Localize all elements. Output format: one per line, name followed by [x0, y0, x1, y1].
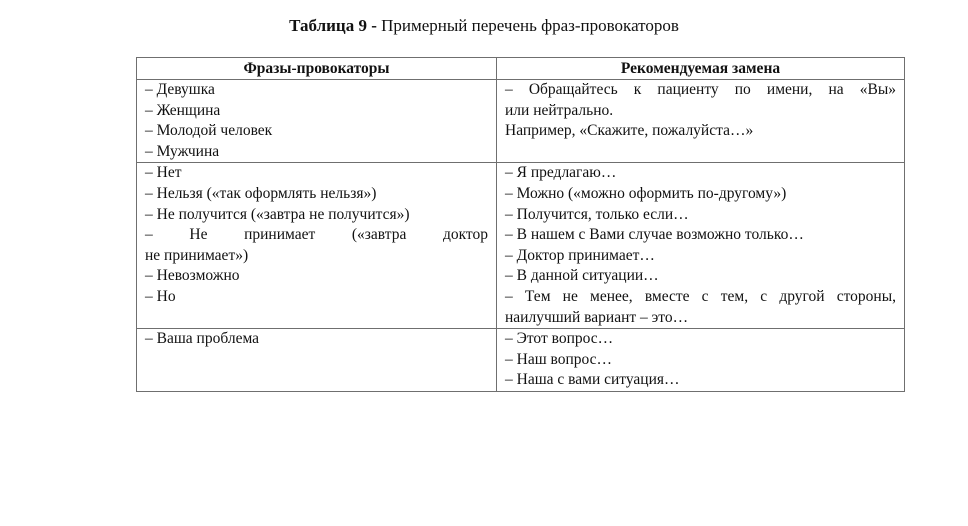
cell-replacements: [497, 80, 905, 163]
phrase-item: – Не получится («завтра не получится»): [145, 205, 410, 223]
phrase-item: – Невозможно: [145, 267, 240, 285]
cell-phrases: [137, 329, 497, 392]
replacement-item: Например, «Скажите, пожалуйста…»: [505, 122, 754, 140]
cell-replacements: [497, 163, 905, 329]
phrase-item: – Нельзя («так оформлять нельзя»): [145, 184, 377, 202]
replacement-item: – Получится, только если…: [505, 205, 689, 223]
phrase-item: – Нет: [145, 164, 182, 182]
replacement-item: – Доктор принимает…: [505, 246, 655, 264]
phrase-item: – Девушка: [145, 81, 215, 98]
table-caption: [0, 14, 968, 38]
caption-text: Примерный перечень фраз-провокаторов: [376, 16, 679, 35]
replacement-item: или нейтрально.: [505, 101, 614, 119]
table-row: [137, 163, 905, 329]
replacement-item: – Этот вопрос…: [505, 330, 614, 348]
replacement-item: – Я предлагаю…: [505, 164, 617, 182]
header-provocative-phrases: Фразы-провокаторы: [137, 58, 497, 80]
replacement-item: – Обращайтесь к пациенту по имени, на «Вы»: [505, 81, 896, 98]
replacement-item: – Тем не менее, вместе с тем, с другой стороны,: [505, 287, 896, 305]
phrases-table: [136, 57, 905, 392]
table-header-row: [137, 58, 905, 80]
caption-label: Таблица 9 -: [289, 16, 377, 35]
replacement-item: – Наша с вами ситуация…: [505, 371, 680, 389]
replacement-item: наилучший вариант – это…: [505, 308, 689, 326]
phrase-item: – Ваша проблема: [145, 330, 260, 348]
phrase-item: – Молодой человек: [145, 122, 273, 140]
table-row: [137, 329, 905, 392]
cell-phrases: [137, 163, 497, 329]
replacement-item: – Наш вопрос…: [505, 350, 613, 368]
replacement-item: – Можно («можно оформить по-другому»): [505, 184, 787, 202]
cell-replacements: [497, 329, 905, 392]
phrase-item: – Но: [145, 287, 176, 305]
replacement-item: – В нашем с Вами случае возможно только…: [505, 226, 804, 244]
phrase-item: не принимает»): [145, 246, 249, 264]
replacement-item: – В данной ситуации…: [505, 267, 659, 285]
phrase-item: – Мужчина: [145, 142, 220, 160]
cell-phrases: [137, 80, 497, 163]
header-recommended-replacement: Рекомендуемая замена: [497, 58, 905, 80]
phrase-item: – Женщина: [145, 101, 221, 119]
phrase-item: – Не принимает («завтра доктор: [145, 226, 488, 244]
table-row: [137, 80, 905, 163]
